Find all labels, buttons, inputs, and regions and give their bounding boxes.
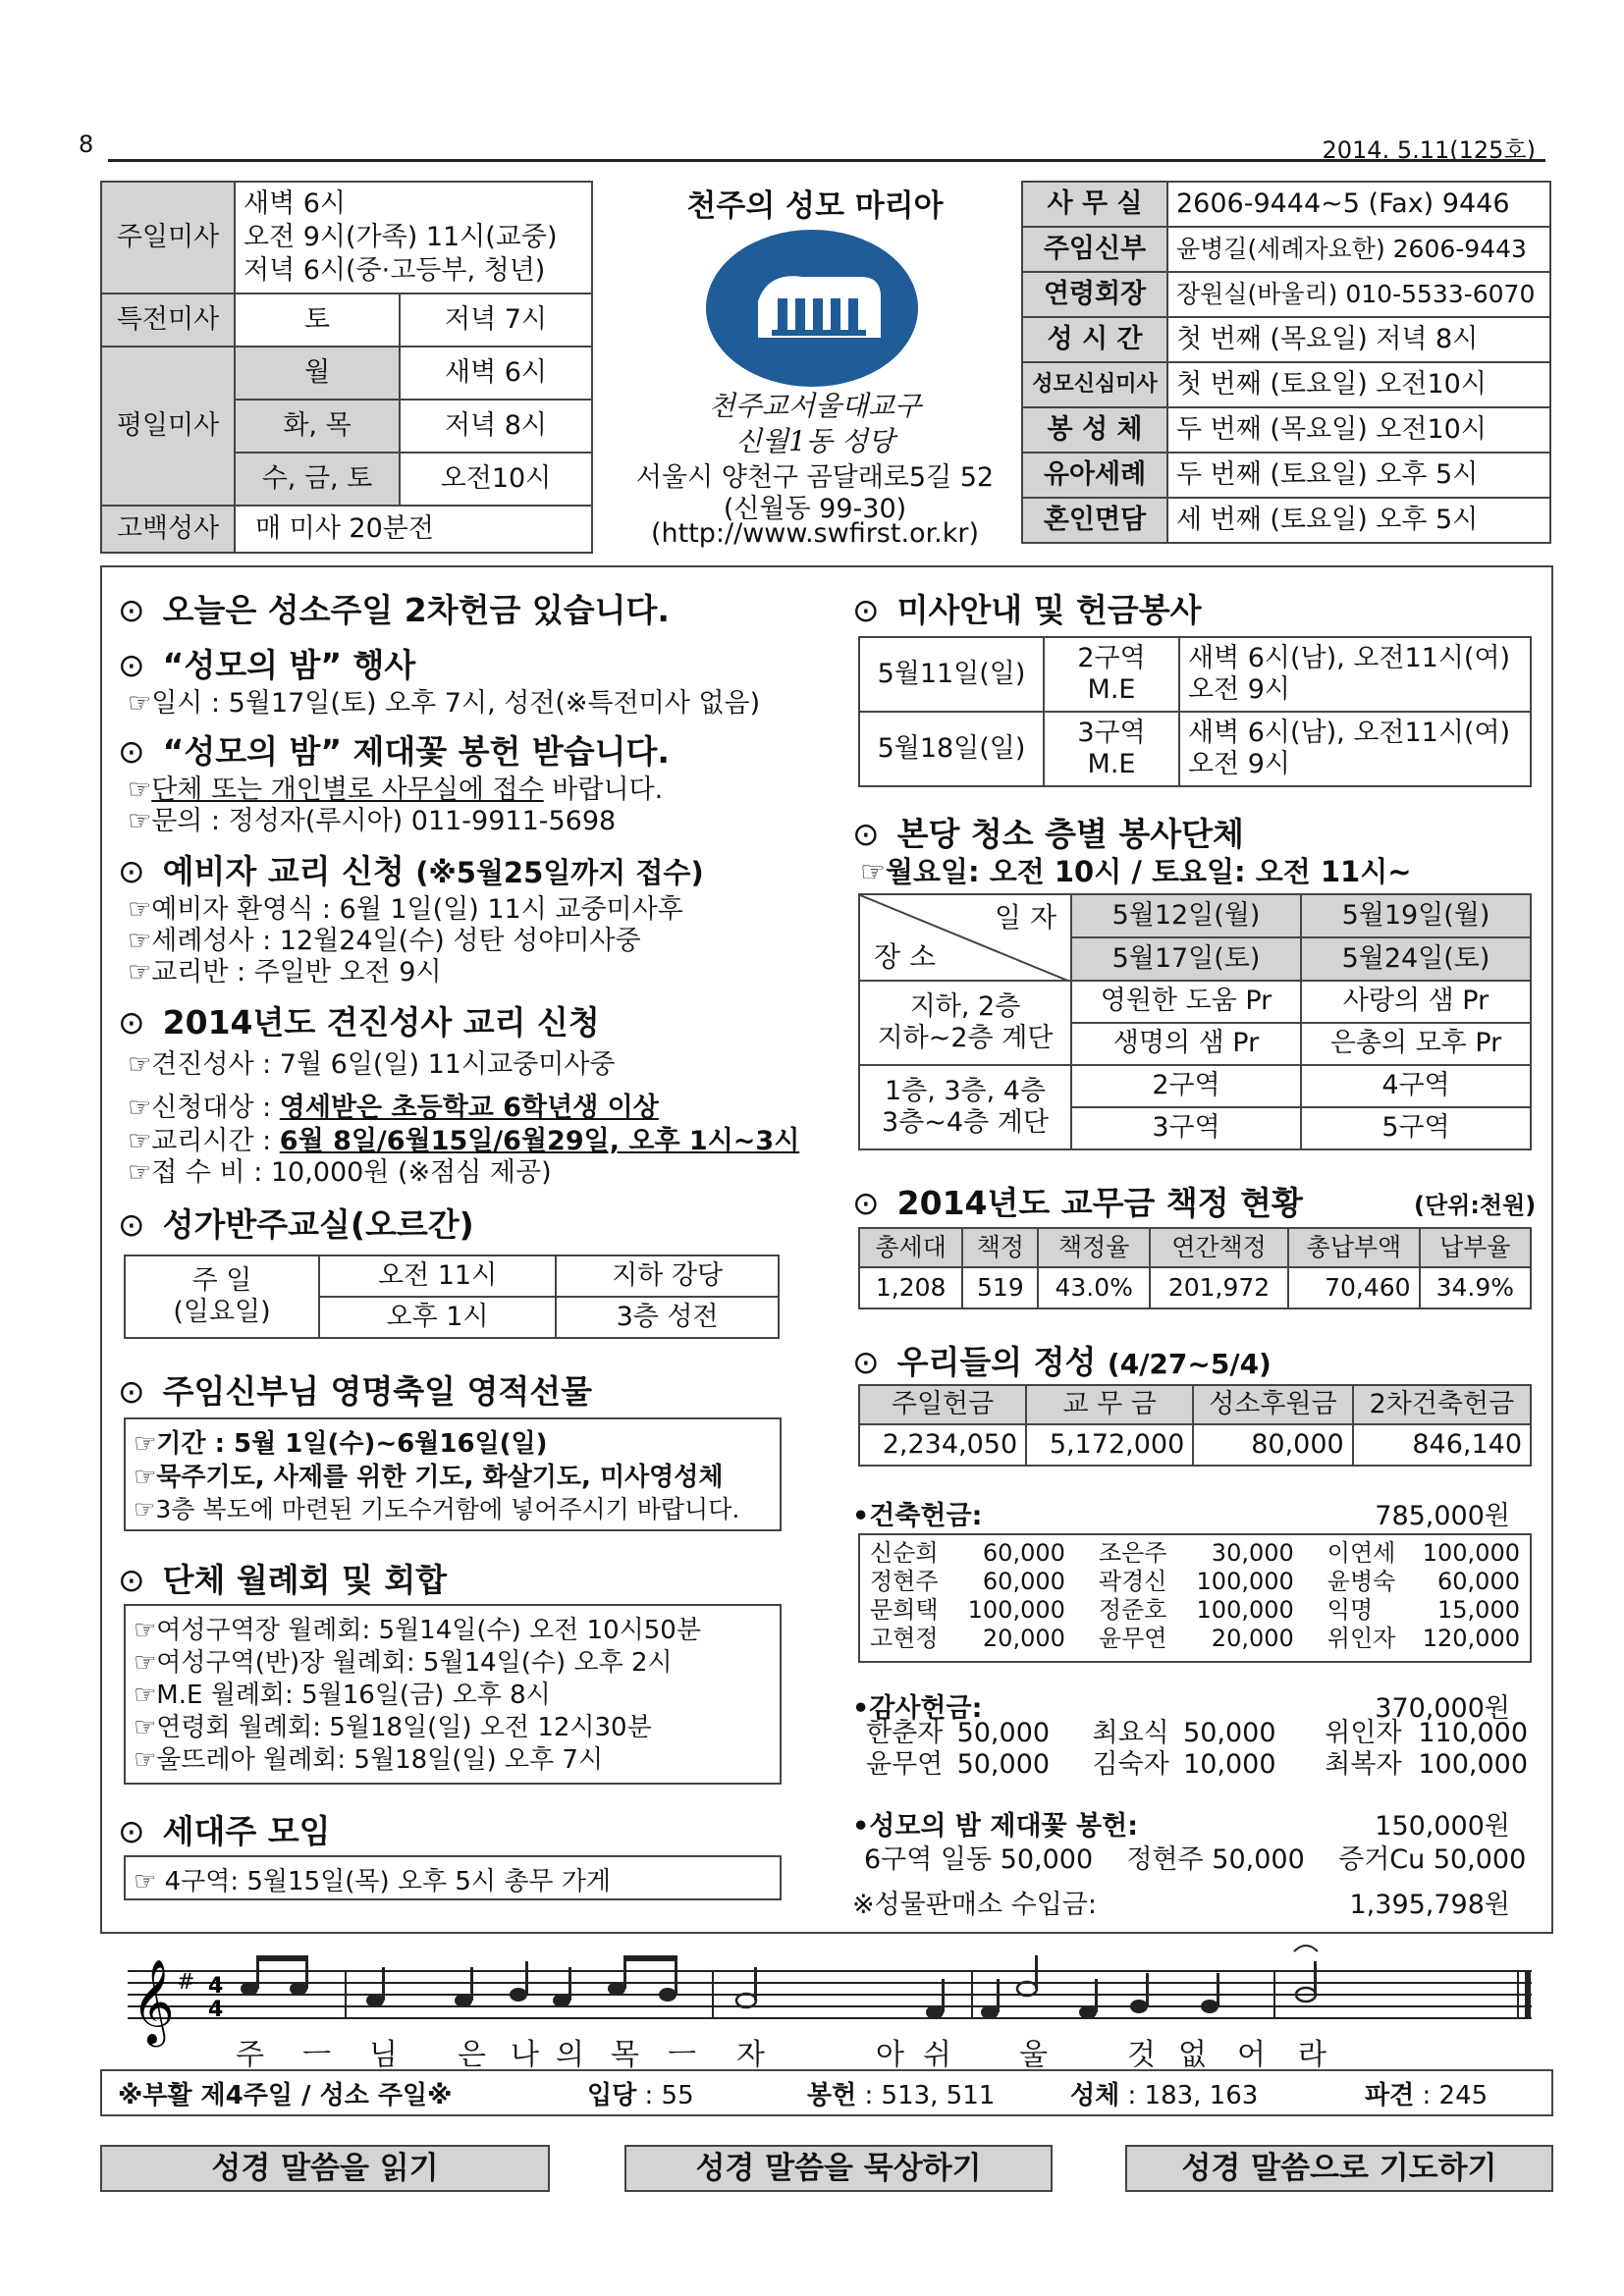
donor: 정현주 <box>870 1568 939 1596</box>
sunday-title: ※부활 제4주일 / 성소 주일※ <box>118 2081 453 2110</box>
organ-day: 주 일 (일요일) <box>125 1255 319 1338</box>
weekday-day: 수, 금, 토 <box>235 453 400 506</box>
amount: 100,000 <box>1418 1749 1528 1781</box>
offering-header: 2차건축헌금 <box>1353 1385 1531 1424</box>
dues-value: 70,460 <box>1288 1267 1419 1308</box>
catechumen-line: ☞세례성사 : 12월24일(수) 성탄 성야미사중 <box>128 926 641 956</box>
organ-class-table <box>124 1255 780 1339</box>
catechumen-line: ☞예비자 환영식 : 6월 1일(일) 11시 교중미사후 <box>128 894 683 925</box>
contact-value: 윤병길(세례자요한) 2606-9443 <box>1167 227 1550 272</box>
donor: 고현정 <box>870 1625 939 1653</box>
weekday-day: 월 <box>235 347 400 400</box>
amount: 30,000 <box>1211 1539 1294 1568</box>
donor: 한춘자 <box>866 1718 944 1748</box>
lyric: 울 <box>1019 2038 1048 2072</box>
offering-header: 교 무 금 <box>1026 1385 1193 1424</box>
page-number: 8 <box>79 131 94 158</box>
contact-label: 유아세례 <box>1022 453 1167 498</box>
sunday-time: 저녁 6시(중·고등부, 청년) <box>244 254 546 286</box>
parish-address-2: (신월동 99-30) <box>723 494 907 524</box>
donor: 조은주 <box>1098 1539 1167 1568</box>
amount: 120,000 <box>1422 1625 1520 1653</box>
header-rule <box>108 159 1545 162</box>
building-fund-total: 785,000원 <box>1375 1501 1510 1531</box>
sunday-time: 새벽 6시 <box>244 188 347 220</box>
special-mass-time: 저녁 7시 <box>400 294 592 347</box>
lyric: ㅡ <box>302 2038 331 2072</box>
organ-place: 지하 강당 <box>556 1255 779 1297</box>
cleaning-group: 2구역 <box>1071 1065 1301 1107</box>
organ-place: 3층 성전 <box>556 1297 779 1338</box>
parish-website[interactable]: (http://www.swfirst.or.kr) <box>650 518 980 549</box>
parish-calligraphy-2: 신월1동 성당 <box>735 425 894 457</box>
lyric: 주 <box>236 2038 264 2072</box>
cleaning-schedule-times: ☞월요일: 오전 10시 / 토요일: 오전 11시~ <box>860 855 1412 888</box>
group-meeting-line: ☞울뜨레아 월례회: 5월18일(일) 오후 7시 <box>134 1745 604 1775</box>
amount: 20,000 <box>982 1625 1065 1653</box>
lyric: 라 <box>1298 2038 1326 2072</box>
notice-heading-catechumen: ⊙ 예비자 교리 신청 (※5월25일까지 접수) <box>118 852 704 890</box>
offering-value: 5,172,000 <box>1026 1424 1193 1466</box>
cleaning-table <box>858 893 1532 1150</box>
contact-label: 사 무 실 <box>1022 182 1167 227</box>
amount: 100,000 <box>1196 1568 1294 1596</box>
amount: 100,000 <box>967 1596 1065 1625</box>
contacts-table <box>1021 181 1551 544</box>
svg-text:4: 4 <box>208 1974 224 1999</box>
notice-heading-mass-guide: ⊙ 미사안내 및 헌금봉사 <box>852 591 1202 629</box>
amount: 60,000 <box>982 1539 1065 1568</box>
cleaning-group: 생명의 샘 Pr <box>1071 1023 1301 1065</box>
cleaning-group: 사랑의 샘 Pr <box>1301 981 1531 1023</box>
store-income-total: 1,395,798원 <box>1349 1890 1510 1920</box>
lyric: 목 <box>611 2038 639 2072</box>
amount: 100,000 <box>1196 1596 1294 1625</box>
notice-heading-dues: ⊙ 2014년도 교무금 책정 현황 <box>852 1184 1303 1222</box>
offerings-table <box>858 1384 1532 1467</box>
confirmation-line: ☞견진성사 : 7월 6일(일) 11시교중미사중 <box>128 1049 616 1080</box>
dues-header: 총납부액 <box>1288 1228 1419 1267</box>
offering-header: 주일헌금 <box>859 1385 1026 1424</box>
spiritual-gift-line: ☞3층 복도에 마련된 기도수거함에 넣어주시기 바랍니다. <box>134 1495 740 1523</box>
confession-label: 고백성사 <box>101 506 235 553</box>
donor: 윤무연 <box>1098 1625 1167 1653</box>
donor: 익명 <box>1326 1596 1374 1625</box>
catechumen-line: ☞교리반 : 주일반 오전 9시 <box>128 957 442 988</box>
contact-label: 혼인면담 <box>1022 498 1167 543</box>
donor: 윤무연 <box>866 1749 944 1781</box>
lyric: 아 <box>876 2038 904 2072</box>
notice-heading-confirmation: ⊙ 2014년도 견진성사 교리 신청 <box>118 1003 600 1041</box>
mass-guide-detail: 새벽 6시(남), 오전11시(여) 오전 9시 <box>1179 712 1531 786</box>
issue-date: 2014. 5.11(125호) <box>1322 136 1536 164</box>
dues-header: 책정율 <box>1038 1228 1149 1267</box>
svg-text:𝄞: 𝄞 <box>132 1959 175 2044</box>
contact-label: 연령회장 <box>1022 272 1167 317</box>
dues-value: 201,972 <box>1150 1267 1288 1308</box>
cleaning-place: 1층, 3층, 4층 3층~4층 계단 <box>859 1065 1071 1149</box>
confirmation-line: ☞접 수 비 : 10,000원 (※점심 제공) <box>128 1157 552 1188</box>
donor: 최요식 <box>1092 1718 1169 1748</box>
notice-heading-organ-class: ⊙ 성가반주교실(오르간) <box>118 1205 474 1244</box>
notice-heading-altar-flowers: ⊙ “성모의 밤” 제대꽃 봉헌 받습니다. <box>118 732 670 771</box>
spiritual-gift-line: ☞묵주기도, 사제를 위한 기도, 화살기도, 미사영성체 <box>134 1463 724 1492</box>
altar-flower-offering-label: •성모의 밤 제대꽃 봉헌: <box>852 1811 1138 1842</box>
dues-header: 총세대 <box>859 1228 962 1267</box>
confession-value: 매 미사 20분전 <box>235 506 592 553</box>
amount: 110,000 <box>1418 1718 1528 1748</box>
cleaning-group: 5구역 <box>1301 1107 1531 1149</box>
altar-flowers-contact: ☞문의 : 정성자(루시아) 011-9911-5698 <box>128 806 617 836</box>
lyric: ㅡ <box>668 2038 696 2072</box>
donor: 김숙자 <box>1092 1749 1169 1781</box>
contact-label: 성 시 간 <box>1022 317 1167 362</box>
cleaning-date: 5월19일(월) <box>1301 894 1531 937</box>
notice-heading-offering: ⊙ 오늘은 성소주일 2차헌금 있습니다. <box>118 591 670 629</box>
donor: 곽경신 <box>1098 1568 1167 1596</box>
dues-value: 43.0% <box>1038 1267 1149 1308</box>
mass-guide-table <box>858 636 1532 787</box>
cleaning-date: 5월17일(토) <box>1071 937 1301 981</box>
group-meeting-line: ☞여성구역장 월례회: 5월14일(수) 오전 10시50분 <box>134 1616 701 1645</box>
lyric: 의 <box>556 2038 584 2072</box>
donor: 문희택 <box>870 1596 939 1625</box>
special-mass-label: 특전미사 <box>101 294 235 347</box>
amount: 100,000 <box>1422 1539 1520 1568</box>
lyric: 나 <box>511 2038 539 2072</box>
parish-logo <box>689 228 935 395</box>
mass-guide-group: 3구역 M.E <box>1044 712 1179 786</box>
corner-place-label: 장 소 <box>874 940 936 974</box>
notice-heading-householder: ⊙ 세대주 모임 <box>118 1812 331 1850</box>
svg-text:4: 4 <box>208 1998 224 2022</box>
dues-header: 납부율 <box>1420 1228 1531 1267</box>
pray-scripture-bar: 성경 말씀으로 기도하기 <box>1125 2145 1553 2192</box>
amount: 60,000 <box>982 1568 1065 1596</box>
cleaning-group: 3구역 <box>1071 1107 1301 1149</box>
hymn-score <box>118 1942 1547 2072</box>
notice-heading-spiritual-gift: ⊙ 주임신부님 영명축일 영적선물 <box>118 1372 593 1411</box>
amount: 60,000 <box>1437 1568 1520 1596</box>
dues-value: 34.9% <box>1420 1267 1531 1308</box>
organ-time: 오전 11시 <box>319 1255 556 1297</box>
dues-header: 연간책정 <box>1150 1228 1288 1267</box>
amount: 50,000 <box>956 1749 1051 1781</box>
confirmation-line: ☞교리시간 : 6월 8일/6월15일/6월29일, 오후 1시~3시 <box>128 1126 800 1156</box>
weekday-day: 화, 목 <box>235 400 400 453</box>
mass-guide-date: 5월11일(일) <box>859 637 1044 712</box>
mass-guide-group: 2구역 M.E <box>1044 637 1179 712</box>
parish-address-1: 서울시 양천구 곰달래로5길 52 <box>635 462 995 493</box>
lyric: 없 <box>1178 2038 1207 2072</box>
offering-value: 80,000 <box>1193 1424 1352 1466</box>
altar-flower-offering-total: 150,000원 <box>1375 1811 1510 1842</box>
householder-line: ☞ 4구역: 5월15일(목) 오후 5시 총무 가게 <box>134 1867 612 1896</box>
organ-time: 오후 1시 <box>319 1297 556 1338</box>
meditate-scripture-bar: 성경 말씀을 묵상하기 <box>624 2145 1053 2192</box>
contact-value: 2606-9444~5 (Fax) 9446 <box>1167 182 1550 227</box>
lyric: 님 <box>369 2038 398 2072</box>
dues-value: 519 <box>962 1267 1038 1308</box>
contact-value: 두 번째 (목요일) 오전10시 <box>1167 407 1550 453</box>
amount: 10,000 <box>1183 1749 1276 1781</box>
parish-calligraphy-1: 천주교서울대교구 <box>708 390 922 422</box>
donor: 최복자 <box>1325 1749 1402 1781</box>
weekday-time: 오전10시 <box>400 453 592 506</box>
cleaning-group: 4구역 <box>1301 1065 1531 1107</box>
group-meeting-line: ☞여성구역(반)장 월례회: 5월14일(수) 오후 2시 <box>134 1648 673 1678</box>
donor: 윤병숙 <box>1326 1568 1396 1596</box>
corner-date-label: 일 자 <box>995 901 1056 934</box>
sunday-mass-label: 주일미사 <box>101 182 235 294</box>
thanks-offering-total: 370,000원 <box>1375 1693 1510 1724</box>
lyric-line <box>118 2030 1547 2072</box>
cleaning-date: 5월24일(토) <box>1301 937 1531 981</box>
weekday-time: 저녁 8시 <box>400 400 592 453</box>
contact-value: 세 번째 (토요일) 오후 5시 <box>1167 498 1550 543</box>
spiritual-gift-line: ☞기간 : 5월 1일(수)~6월16일(일) <box>134 1429 548 1459</box>
dismissal-hymn: 파견 : 245 <box>1365 2081 1489 2110</box>
donor: 위인자 <box>1325 1718 1402 1748</box>
lyric: 것 <box>1127 2038 1156 2072</box>
cleaning-group: 영원한 도움 Pr <box>1071 981 1301 1023</box>
contact-value: 장원실(바울리) 010-5533-6070 <box>1167 272 1550 317</box>
amount: 20,000 <box>1211 1625 1294 1653</box>
weekday-time: 새벽 6시 <box>400 347 592 400</box>
notice-heading-group-meetings: ⊙ 단체 월례회 및 회합 <box>118 1561 448 1599</box>
cleaning-group: 은총의 모후 Pr <box>1301 1023 1531 1065</box>
contact-value: 첫 번째 (토요일) 오전10시 <box>1167 362 1550 407</box>
mass-guide-detail: 새벽 6시(남), 오전11시(여) 오전 9시 <box>1179 637 1531 712</box>
parish-title: 천주의 성모 마리아 <box>686 188 944 224</box>
dues-unit: (단위:천원) <box>1414 1192 1537 1219</box>
cleaning-corner-cell <box>859 894 1071 981</box>
donor: 정준호 <box>1098 1596 1167 1625</box>
entrance-hymn: 입당 : 55 <box>587 2081 694 2110</box>
building-fund-label: •건축헌금: <box>852 1501 983 1531</box>
notice-heading-offerings: ⊙ 우리들의 정성 (4/27~5/4) <box>852 1343 1272 1381</box>
thanks-offering-label: •감사헌금: <box>852 1693 983 1724</box>
confirmation-line: ☞신청대상 : 영세받은 초등학교 6학년생 이상 <box>128 1093 659 1123</box>
donor: 신순희 <box>870 1539 939 1568</box>
dues-header: 책정 <box>962 1228 1038 1267</box>
donor: 이연세 <box>1326 1539 1396 1568</box>
communion-hymn: 성체 : 183, 163 <box>1070 2081 1259 2110</box>
amount: 15,000 <box>1437 1596 1520 1625</box>
special-mass-day: 토 <box>235 294 400 347</box>
store-income-label: ※성물판매소 수입금: <box>852 1890 1097 1920</box>
offering-value: 2,234,050 <box>859 1424 1026 1466</box>
dues-value: 1,208 <box>859 1267 962 1308</box>
contact-value: 첫 번째 (목요일) 저녁 8시 <box>1167 317 1550 362</box>
svg-text:#: # <box>177 1970 195 1995</box>
contact-label: 주임신부 <box>1022 227 1167 272</box>
contact-value: 두 번째 (토요일) 오후 5시 <box>1167 453 1550 498</box>
building-fund-table <box>866 1539 1524 1653</box>
weekday-mass-label: 평일미사 <box>101 347 235 506</box>
marian-night-date: ☞일시 : 5월17일(토) 오후 7시, 성전(※특전미사 없음) <box>128 688 761 719</box>
cleaning-place: 지하, 2층 지하~2층 계단 <box>859 981 1071 1065</box>
dues-table <box>858 1227 1532 1309</box>
offering-header: 성소후원금 <box>1193 1385 1352 1424</box>
read-scripture-bar: 성경 말씀을 읽기 <box>100 2145 550 2192</box>
donor: 위인자 <box>1326 1625 1396 1653</box>
offertory-hymn: 봉헌 : 513, 511 <box>807 2081 996 2110</box>
altar-flowers-line-1: ☞단체 또는 개인별로 사무실에 접수 바랍니다. <box>128 774 664 805</box>
lyric: 은 <box>458 2038 486 2072</box>
offering-value: 846,140 <box>1353 1424 1531 1466</box>
lyric: 어 <box>1237 2038 1266 2072</box>
group-meeting-line: ☞M.E 월례회: 5월16일(금) 오후 8시 <box>134 1681 551 1710</box>
lyric: 쉬 <box>923 2038 951 2072</box>
thanks-offering-table <box>862 1718 1532 1782</box>
cleaning-date: 5월12일(월) <box>1071 894 1301 937</box>
notice-heading-cleaning: ⊙ 본당 청소 층별 봉사단체 <box>852 815 1244 853</box>
contact-label: 성모신심미사 <box>1022 362 1167 407</box>
mass-guide-date: 5월18일(일) <box>859 712 1044 786</box>
altar-flower-offering-line: 6구역 일동 50,000 정현주 50,000 증거Cu 50,000 <box>864 1844 1527 1875</box>
amount: 50,000 <box>956 1718 1051 1748</box>
amount: 50,000 <box>1183 1718 1276 1748</box>
group-meeting-line: ☞연령회 월례회: 5월18일(일) 오전 12시30분 <box>134 1713 652 1742</box>
lyric: 자 <box>736 2038 765 2072</box>
notice-heading-marian-night: ⊙ “성모의 밤” 행사 <box>118 646 416 684</box>
sunday-time: 오전 9시(가족) 11시(교중) <box>244 222 558 253</box>
contact-label: 봉 성 체 <box>1022 407 1167 453</box>
mass-schedule-table <box>100 181 593 554</box>
